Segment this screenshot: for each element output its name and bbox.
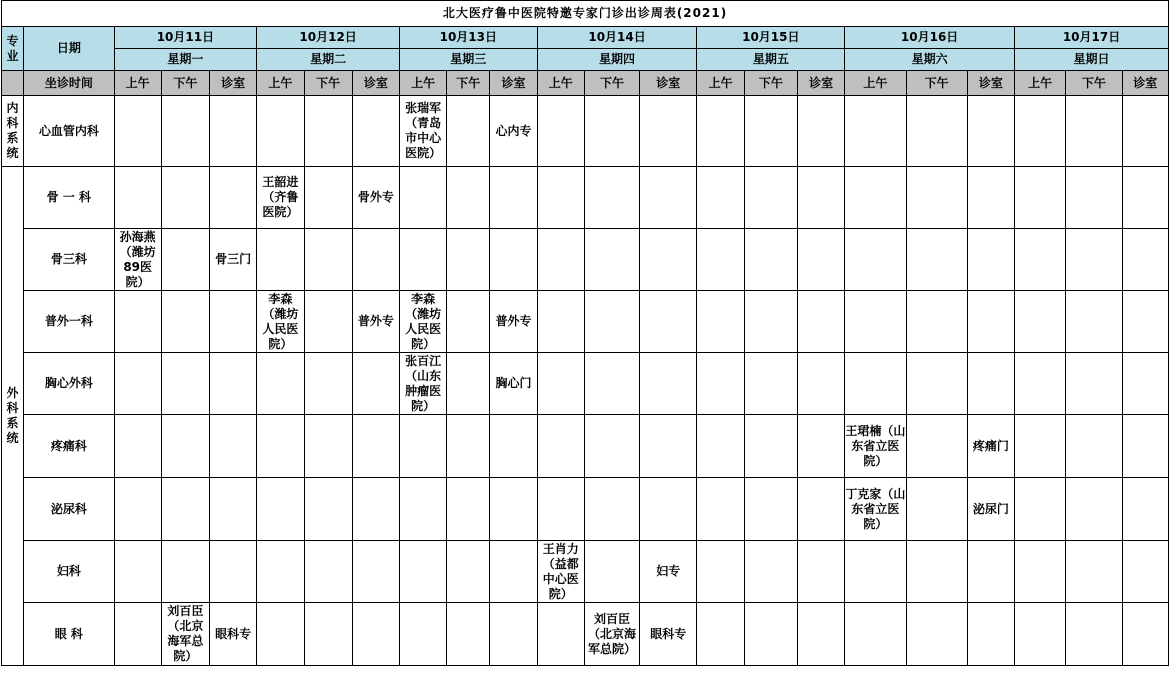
clinic-room-cell <box>967 96 1014 167</box>
clinic-room-cell <box>210 415 257 478</box>
doctor-cell <box>114 167 161 229</box>
doctor-cell <box>537 478 584 541</box>
doctor-cell <box>304 541 352 603</box>
clinic-room-cell <box>797 415 844 478</box>
department-name: 胸心外科 <box>24 353 114 415</box>
date-header: 日期 <box>24 27 114 71</box>
system-surgical-label: 外科系统 <box>6 386 19 445</box>
slot-am-header: 上午 <box>257 71 304 96</box>
doctor-cell <box>697 291 744 353</box>
clinic-room-cell: 心内专 <box>490 96 537 167</box>
doctor-cell <box>1066 541 1122 603</box>
doctor-cell <box>161 478 209 541</box>
clinic-room-cell <box>490 415 537 478</box>
slot-pm-header: 下午 <box>906 71 967 96</box>
doctor-cell <box>1015 291 1066 353</box>
table-row <box>2 96 1169 167</box>
clinic-room-cell: 疼痛门 <box>967 415 1014 478</box>
doctor-cell <box>845 541 906 603</box>
weekday-cell: 星期一 <box>114 49 257 71</box>
doctor-cell <box>845 229 906 291</box>
doctor-cell <box>744 353 797 415</box>
doctor-cell <box>1015 603 1066 666</box>
doctor-cell <box>1066 353 1122 415</box>
clinic-room-cell <box>352 603 399 666</box>
doctor-cell <box>584 541 639 603</box>
doctor-cell <box>114 478 161 541</box>
clinic-room-cell <box>797 291 844 353</box>
department-name: 疼痛科 <box>24 415 114 478</box>
clinic-room-cell <box>797 229 844 291</box>
doctor-cell <box>114 541 161 603</box>
clinic-room-cell <box>967 291 1014 353</box>
doctor-cell <box>161 291 209 353</box>
table-row <box>2 291 1169 353</box>
doctor-cell <box>161 541 209 603</box>
doctor-cell <box>906 603 967 666</box>
doctor-cell <box>697 353 744 415</box>
specialty-header <box>2 27 24 71</box>
doctor-cell <box>257 415 304 478</box>
clinic-room-cell <box>490 167 537 229</box>
doctor-cell <box>399 167 446 229</box>
doctor-cell: 李森（潍坊人民医院） <box>257 291 304 353</box>
doctor-cell <box>1066 415 1122 478</box>
doctor-cell <box>399 415 446 478</box>
slot-am-header: 上午 <box>537 71 584 96</box>
doctor-cell <box>447 291 490 353</box>
doctor-cell <box>399 229 446 291</box>
clinic-room-cell <box>797 603 844 666</box>
clinic-room-cell <box>797 96 844 167</box>
clinic-room-cell <box>1122 478 1168 541</box>
doctor-cell <box>447 541 490 603</box>
doctor-cell <box>744 229 797 291</box>
doctor-cell <box>1066 96 1122 167</box>
clinic-room-cell <box>210 353 257 415</box>
clinic-room-cell <box>967 167 1014 229</box>
clinic-room-cell <box>490 603 537 666</box>
clinic-room-cell <box>640 415 697 478</box>
system-internal-label: 内科系统 <box>6 101 19 160</box>
date-cell: 10月16日 <box>845 27 1015 49</box>
doctor-cell <box>304 96 352 167</box>
clinic-room-cell <box>352 415 399 478</box>
slot-am-header: 上午 <box>697 71 744 96</box>
doctor-cell <box>744 603 797 666</box>
clinic-room-cell <box>490 541 537 603</box>
doctor-cell <box>537 229 584 291</box>
doctor-cell <box>584 229 639 291</box>
doctor-cell <box>584 291 639 353</box>
doctor-cell <box>584 353 639 415</box>
doctor-cell <box>399 541 446 603</box>
date-cell: 10月15日 <box>697 27 845 49</box>
doctor-cell <box>1066 229 1122 291</box>
doctor-cell <box>584 96 639 167</box>
doctor-cell <box>447 229 490 291</box>
clinic-room-cell <box>210 541 257 603</box>
doctor-cell <box>697 478 744 541</box>
doctor-cell <box>447 415 490 478</box>
table-row <box>2 603 1169 666</box>
table-row <box>2 478 1169 541</box>
system-surgical <box>2 167 24 666</box>
clinic-room-cell <box>210 291 257 353</box>
slot-room-header: 诊室 <box>1122 71 1168 96</box>
doctor-cell <box>304 229 352 291</box>
department-name: 眼 科 <box>24 603 114 666</box>
clinic-room-cell <box>352 478 399 541</box>
doctor-cell <box>1015 478 1066 541</box>
doctor-cell: 丁克家（山东省立医院） <box>845 478 906 541</box>
clinic-room-cell: 普外专 <box>490 291 537 353</box>
slot-room-header: 诊室 <box>210 71 257 96</box>
clinic-room-cell <box>352 353 399 415</box>
doctor-cell <box>697 167 744 229</box>
doctor-cell <box>697 541 744 603</box>
clinic-room-cell <box>640 167 697 229</box>
clinic-room-cell <box>640 229 697 291</box>
specialty-header-label: 专业 <box>6 33 19 63</box>
doctor-cell <box>114 291 161 353</box>
clinic-room-cell <box>352 541 399 603</box>
doctor-cell <box>304 291 352 353</box>
weekday-cell: 星期二 <box>257 49 400 71</box>
doctor-cell <box>1015 541 1066 603</box>
doctor-cell <box>1015 415 1066 478</box>
doctor-cell <box>1015 167 1066 229</box>
clinic-room-cell <box>1122 229 1168 291</box>
doctor-cell: 李森（潍坊人民医院） <box>399 291 446 353</box>
department-name: 泌尿科 <box>24 478 114 541</box>
doctor-cell <box>537 415 584 478</box>
doctor-cell <box>161 353 209 415</box>
clinic-room-cell <box>1122 96 1168 167</box>
clinic-room-cell <box>797 167 844 229</box>
doctor-cell <box>161 229 209 291</box>
doctor-cell <box>537 96 584 167</box>
doctor-cell <box>584 415 639 478</box>
table-row <box>2 167 1169 229</box>
slot-room-header: 诊室 <box>640 71 697 96</box>
clinic-room-cell: 骨外专 <box>352 167 399 229</box>
date-cell: 10月12日 <box>257 27 400 49</box>
date-cell: 10月14日 <box>537 27 697 49</box>
doctor-cell <box>697 96 744 167</box>
doctor-cell <box>257 229 304 291</box>
doctor-cell <box>257 541 304 603</box>
slot-am-header: 上午 <box>1015 71 1066 96</box>
weekday-cell: 星期三 <box>399 49 537 71</box>
clinic-room-cell <box>640 353 697 415</box>
doctor-cell <box>304 353 352 415</box>
doctor-cell <box>906 229 967 291</box>
clinic-room-cell: 妇专 <box>640 541 697 603</box>
clinic-room-cell <box>1122 603 1168 666</box>
doctor-cell <box>447 353 490 415</box>
doctor-cell <box>845 96 906 167</box>
doctor-cell <box>161 96 209 167</box>
doctor-cell: 王韶进（齐鲁医院） <box>257 167 304 229</box>
clinic-room-cell: 骨三门 <box>210 229 257 291</box>
slot-am-header: 上午 <box>399 71 446 96</box>
clinic-room-cell <box>640 291 697 353</box>
doctor-cell <box>304 603 352 666</box>
clinic-room-cell: 普外专 <box>352 291 399 353</box>
clinic-room-cell <box>210 96 257 167</box>
clinic-room-cell <box>1122 541 1168 603</box>
slot-pm-header: 下午 <box>447 71 490 96</box>
weekday-cell: 星期六 <box>845 49 1015 71</box>
doctor-cell <box>584 478 639 541</box>
clinic-room-cell <box>1122 167 1168 229</box>
date-cell: 10月17日 <box>1015 27 1169 49</box>
doctor-cell <box>537 603 584 666</box>
doctor-cell <box>537 167 584 229</box>
doctor-cell <box>304 167 352 229</box>
doctor-cell <box>537 291 584 353</box>
doctor-cell <box>1066 291 1122 353</box>
doctor-cell <box>447 167 490 229</box>
table-row <box>2 353 1169 415</box>
weekday-cell: 星期日 <box>1015 49 1169 71</box>
clinic-room-cell <box>210 478 257 541</box>
clinic-room-cell <box>1122 353 1168 415</box>
doctor-cell <box>744 415 797 478</box>
system-internal <box>2 96 24 167</box>
slot-am-header: 上午 <box>845 71 906 96</box>
doctor-cell <box>399 478 446 541</box>
doctor-cell: 刘百臣（北京海军总院） <box>584 603 639 666</box>
doctor-cell <box>537 353 584 415</box>
weekday-cell: 星期五 <box>697 49 845 71</box>
doctor-cell: 刘百臣（北京海军总院） <box>161 603 209 666</box>
doctor-cell <box>906 167 967 229</box>
doctor-cell: 王珺楠（山东省立医院） <box>845 415 906 478</box>
slot-pm-header: 下午 <box>304 71 352 96</box>
slot-room-header: 诊室 <box>352 71 399 96</box>
doctor-cell <box>161 415 209 478</box>
clinic-room-cell <box>490 229 537 291</box>
doctor-cell: 张百江（山东肿瘤医院） <box>399 353 446 415</box>
clinic-room-cell <box>797 353 844 415</box>
doctor-cell <box>906 478 967 541</box>
clinic-room-cell: 胸心门 <box>490 353 537 415</box>
clinic-room-cell <box>490 478 537 541</box>
clinic-room-cell <box>640 478 697 541</box>
doctor-cell <box>304 415 352 478</box>
department-name: 妇科 <box>24 541 114 603</box>
time-header: 坐诊时间 <box>24 71 114 96</box>
table-row <box>2 229 1169 291</box>
doctor-cell <box>1015 96 1066 167</box>
slot-room-header: 诊室 <box>490 71 537 96</box>
doctor-cell <box>399 603 446 666</box>
doctor-cell <box>906 353 967 415</box>
clinic-room-cell <box>210 167 257 229</box>
doctor-cell <box>697 229 744 291</box>
doctor-cell <box>744 167 797 229</box>
doctor-cell <box>845 353 906 415</box>
clinic-room-cell <box>967 541 1014 603</box>
doctor-cell <box>257 478 304 541</box>
slot-pm-header: 下午 <box>744 71 797 96</box>
slot-pm-header: 下午 <box>584 71 639 96</box>
doctor-cell <box>447 96 490 167</box>
clinic-room-cell <box>640 96 697 167</box>
doctor-cell <box>114 96 161 167</box>
table-row <box>2 541 1169 603</box>
blank-corner <box>2 71 24 96</box>
clinic-room-cell <box>967 353 1014 415</box>
doctor-cell <box>447 603 490 666</box>
doctor-cell <box>906 96 967 167</box>
doctor-cell <box>1066 167 1122 229</box>
clinic-room-cell <box>352 229 399 291</box>
date-cell: 10月13日 <box>399 27 537 49</box>
date-cell: 10月11日 <box>114 27 257 49</box>
clinic-room-cell <box>1122 291 1168 353</box>
doctor-cell <box>161 167 209 229</box>
department-name: 普外一科 <box>24 291 114 353</box>
clinic-room-cell <box>352 96 399 167</box>
doctor-cell <box>697 415 744 478</box>
doctor-cell <box>906 541 967 603</box>
clinic-room-cell: 眼科专 <box>640 603 697 666</box>
doctor-cell <box>304 478 352 541</box>
doctor-cell <box>845 167 906 229</box>
doctor-cell <box>1066 603 1122 666</box>
department-name: 骨 一 科 <box>24 167 114 229</box>
clinic-room-cell <box>967 603 1014 666</box>
doctor-cell <box>906 291 967 353</box>
department-name: 骨三科 <box>24 229 114 291</box>
doctor-cell <box>744 291 797 353</box>
slot-pm-header: 下午 <box>161 71 209 96</box>
department-name: 心血管内科 <box>24 96 114 167</box>
clinic-room-cell <box>967 229 1014 291</box>
slot-pm-header: 下午 <box>1066 71 1122 96</box>
doctor-cell <box>744 541 797 603</box>
doctor-cell: 王肖力（益都中心医院） <box>537 541 584 603</box>
slot-room-header: 诊室 <box>967 71 1014 96</box>
page-title: 北大医疗鲁中医院特邀专家门诊出诊周表(2021) <box>2 1 1169 27</box>
doctor-cell <box>744 478 797 541</box>
doctor-cell <box>114 353 161 415</box>
table-row <box>2 415 1169 478</box>
doctor-cell: 孙海燕（潍坊89医院） <box>114 229 161 291</box>
doctor-cell <box>1015 229 1066 291</box>
clinic-room-cell <box>1122 415 1168 478</box>
doctor-cell <box>906 415 967 478</box>
doctor-cell <box>1015 353 1066 415</box>
doctor-cell <box>697 603 744 666</box>
weekday-cell: 星期四 <box>537 49 697 71</box>
slot-am-header: 上午 <box>114 71 161 96</box>
clinic-room-cell <box>797 541 844 603</box>
doctor-cell <box>447 478 490 541</box>
doctor-cell <box>114 603 161 666</box>
doctor-cell <box>845 291 906 353</box>
clinic-room-cell <box>797 478 844 541</box>
weekly-schedule-table <box>1 0 1169 666</box>
doctor-cell <box>114 415 161 478</box>
doctor-cell <box>1066 478 1122 541</box>
doctor-cell <box>744 96 797 167</box>
doctor-cell <box>584 167 639 229</box>
doctor-cell <box>845 603 906 666</box>
clinic-room-cell: 泌尿门 <box>967 478 1014 541</box>
slot-room-header: 诊室 <box>797 71 844 96</box>
doctor-cell <box>257 603 304 666</box>
clinic-room-cell: 眼科专 <box>210 603 257 666</box>
doctor-cell <box>257 353 304 415</box>
doctor-cell <box>257 96 304 167</box>
doctor-cell: 张瑞军（青岛市中心医院） <box>399 96 446 167</box>
